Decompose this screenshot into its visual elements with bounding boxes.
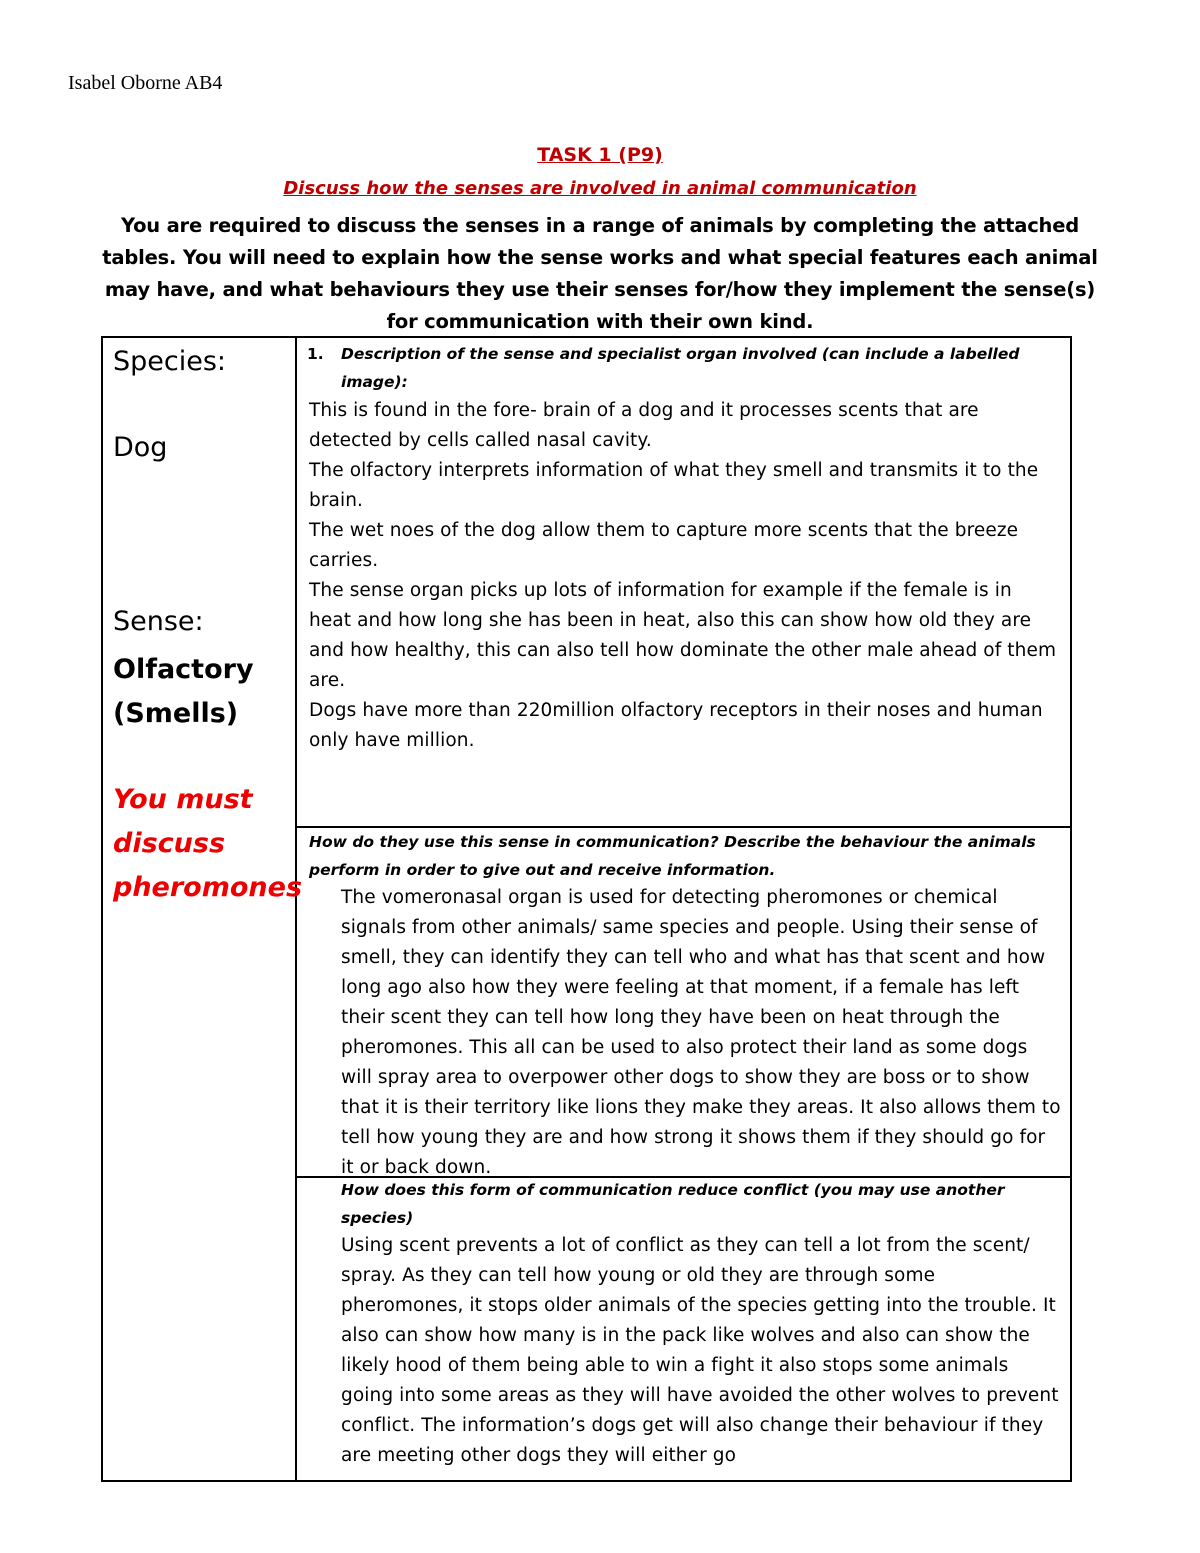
sense-value: Olfactory (Smells) — [113, 654, 254, 729]
conflict-cell — [297, 1178, 1070, 1484]
question-row — [307, 340, 1057, 396]
species-value: Dog — [113, 432, 168, 463]
species-label: Species: — [113, 346, 227, 377]
question-heading: How do they use this sense in communication? Describe the behaviour the animals perform in order to give out and receive information. — [309, 833, 1036, 879]
answer-text: The vomeronasal organ is used for detecting pheromones or chemical signals from other animals/ same species and people. Using their sense of smell, they can identify they can tell who and what has that scent and how long ago also how they were feeling at that moment, if a female has left their scent they can tell how long they have been on heat through the pheromones. This all can be used to also protect their land as some dogs will spray area to overpower other dogs to show they are boss or to show that it is their territory like lions they make they areas. It also allows them to tell how young they are and how strong it shows them if they should go for it or back down. — [341, 887, 1061, 1178]
sense-label: Sense: — [113, 606, 204, 637]
content-column — [297, 338, 1070, 1480]
answer-paragraph: The sense organ picks up lots of information for example if the female is in heat and how long she has been in heat, also this can show how old they are and how healthy, this can also tell how dominate the other male ahead of them are. — [309, 580, 1057, 691]
author-name: Isabel Oborne AB4 — [68, 72, 223, 94]
pheromones-warning: You must discuss pheromones — [113, 784, 303, 903]
question-heading: How does this form of communication reduce conflict (you may use another species) — [341, 1181, 1005, 1227]
question-number: 1. — [307, 345, 324, 363]
answer-text: Using scent prevents a lot of conflict as they can tell a lot from the scent/ spray. As they can tell how young or old they are through some pheromones, it stops older animals of the species getting into the trouble. It also can show how many is in the pack like wolves and also can show the likely hood of them being able to win a fight it also stops some animals going into some areas as they will have avoided the other wolves to prevent conflict. The information’s dogs get will also change their behaviour if they are meeting other dogs they will either go — [341, 1235, 1059, 1466]
question-heading: Description of the sense and specialist organ involved (can include a labelled image): — [341, 345, 1020, 391]
task-subtitle: Discuss how the senses are involved in animal communication — [283, 178, 917, 199]
answer-paragraph: The olfactory interprets information of what they smell and transmits it to the brain. — [309, 460, 1039, 511]
senses-table — [101, 336, 1072, 1482]
answer-paragraph: Dogs have more than 220million olfactory receptors in their noses and human only have million. — [309, 700, 1043, 751]
sense-description-cell — [297, 338, 1070, 828]
answer-paragraph: The wet noes of the dog allow them to capture more scents that the breeze carries. — [309, 520, 1019, 571]
species-column — [103, 338, 303, 1480]
task-instructions: You are required to discuss the senses in a range of animals by completing the attached tables. You will need to explain how the sense works and what special features each animal may have, and what behaviours they use their senses for/how they implement the sense(s) for communication with their own kind. — [102, 214, 1098, 333]
answer-text — [309, 396, 1059, 756]
task-title: TASK 1 (P9) — [537, 144, 663, 166]
communication-cell — [297, 828, 1070, 1178]
answer-paragraph: This is found in the fore- brain of a dog and it processes scents that are detected by cells called nasal cavity. — [309, 400, 979, 451]
